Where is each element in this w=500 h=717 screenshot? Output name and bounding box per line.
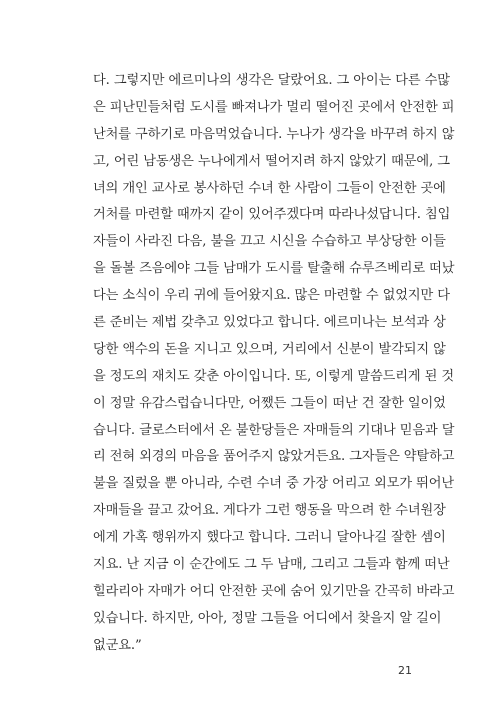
text-line-1: 다. 그렇지만 에르미나의 생각은 달랐어요. 그 아이는 다른 수많 <box>93 73 450 88</box>
text-line-7: 자들이 사라진 다음, 불을 끄고 시신을 수습하고 부상당한 이들 <box>93 234 446 250</box>
text-line-21: 있습니다. 하지만, 아아, 정말 그들을 어디에서 찾을지 알 길이 <box>93 610 442 626</box>
text-line-19: 지요. 난 지금 이 순간에도 그 두 남매, 그리고 그들과 함께 떠난 <box>93 557 450 573</box>
text-line-8: 을 돌볼 즈음에야 그들 남매가 도시를 탈출해 슈루즈베리로 떠났 <box>93 261 455 277</box>
text-line-6: 거처를 마련할 때까지 같이 있어주겠다며 따라나섰답니다. 침입 <box>93 207 451 223</box>
text-line-15: 리 전혀 외경의 마음을 품어주지 않았거든요. 그자들은 약탈하고 <box>93 449 455 465</box>
text-line-10: 른 준비는 제법 갖추고 있었다고 합니다. 에르미나는 보석과 상 <box>93 315 446 331</box>
text-line-16: 불을 질렀을 뿐 아니라, 수련 수녀 중 가장 어리고 외모가 뛰어난 <box>93 476 454 492</box>
text-line-3: 난처를 구하기로 마음먹었습니다. 누나가 생각을 바꾸려 하지 않 <box>93 126 455 142</box>
text-line-2: 은 피난민들처럼 도시를 빠져나가 멀리 떨어진 곳에서 안전한 피 <box>93 99 455 115</box>
text-line-18: 에게 가혹 행위까지 했다고 합니다. 그러니 달아나길 잘한 셈이 <box>93 530 446 546</box>
text-line-11: 당한 액수의 돈을 지니고 있으며, 거리에서 신분이 발각되지 않 <box>93 341 446 357</box>
text-line-20: 힐라리아 자매가 어디 안전한 곳에 숨어 있기만을 간곡히 바라고 <box>93 583 455 599</box>
text-line-4: 고, 어린 남동생은 누나에게서 떨어지려 하지 않았기 때문에, 그 <box>93 153 450 169</box>
text-line-22: 없군요.” <box>93 637 142 653</box>
body-text <box>93 68 455 660</box>
text-line-12: 을 정도의 재치도 갖춘 아이입니다. 또, 이렇게 말씀드리게 된 것 <box>93 368 454 384</box>
page-number: 21 <box>398 664 412 677</box>
text-line-5: 녀의 개인 교사로 봉사하던 수녀 한 사람이 그들이 안전한 곳에 <box>93 180 446 196</box>
text-line-14: 습니다. 글로스터에서 온 불한당들은 자매들의 기대나 믿음과 달 <box>93 422 455 438</box>
text-line-17: 자매들을 끌고 갔어요. 게다가 그런 행동을 막으려 한 수녀원장 <box>93 503 446 519</box>
text-line-9: 다는 소식이 우리 귀에 들어왔지요. 많은 마련할 수 없었지만 다 <box>93 288 450 304</box>
text-line-13: 이 정말 유감스럽습니다만, 어쨌든 그들이 떠난 건 잘한 일이었 <box>93 395 446 411</box>
